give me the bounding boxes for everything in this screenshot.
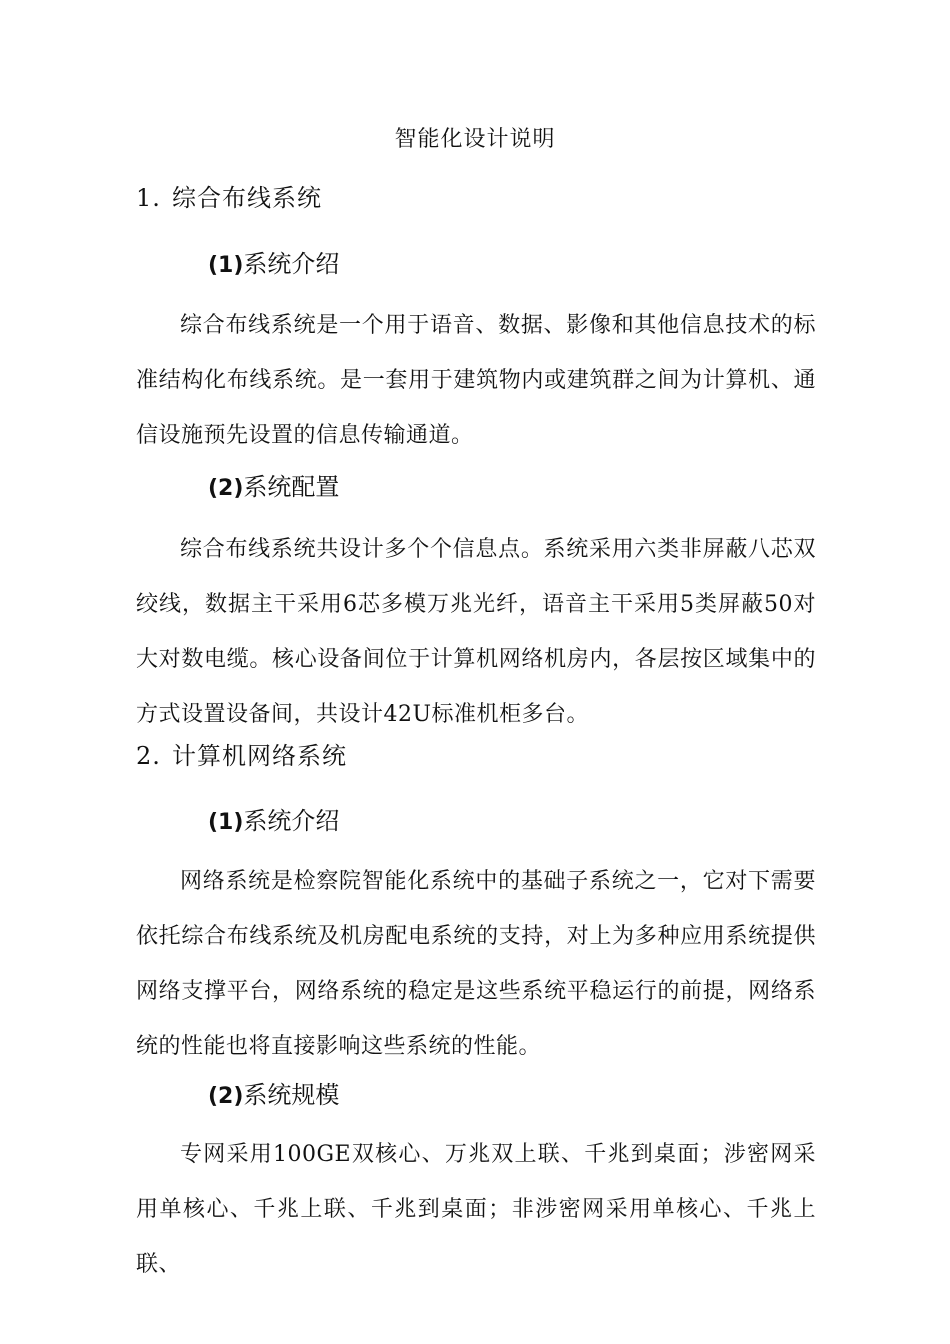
paragraph-1-1: 综合布线系统是一个用于语音、数据、影像和其他信息技术的标准结构化布线系统。是一套用于建筑物内或建筑群之间为计算机、通信设施预先设置的信息传输通道。 bbox=[136, 313, 816, 448]
subsection-title: 系统介绍 bbox=[243, 250, 340, 278]
section-heading-2 bbox=[136, 736, 347, 776]
subsection-title: 系统配置 bbox=[243, 473, 340, 501]
subsection-heading-1-1 bbox=[208, 244, 339, 286]
subsection-number: (2) bbox=[208, 1084, 244, 1109]
section-title: 综合布线系统 bbox=[172, 184, 322, 212]
subsection-title: 系统介绍 bbox=[243, 807, 340, 835]
paragraph-1-2: 综合布线系统共设计多个个信息点。系统采用六类非屏蔽八芯双绞线，数据主干采用6芯多模万兆光纤，语音主干采用5类屏蔽50对大对数电缆。核心设备间位于计算机网络机房内，各层按区域集中的方式设置设备间，共设计42U标准机柜多台。 bbox=[136, 537, 816, 727]
section-title: 计算机网络系统 bbox=[172, 742, 347, 770]
subsection-heading-2-1 bbox=[208, 801, 339, 843]
section-heading-1 bbox=[136, 178, 322, 218]
subsection-heading-2-2 bbox=[208, 1075, 339, 1117]
subsection-title: 系统规模 bbox=[243, 1081, 340, 1109]
subsection-number: (2) bbox=[208, 476, 244, 501]
paragraph-2-2: 专网采用100GE双核心、万兆双上联、千兆到桌面；涉密网采用单核心、千兆上联、千兆到桌面；非涉密网采用单核心、千兆上联、 bbox=[136, 1142, 816, 1277]
section-number: 1. bbox=[136, 184, 161, 212]
subsection-number: (1) bbox=[208, 810, 244, 835]
section-number: 2. bbox=[136, 742, 161, 770]
document-title: 智能化设计说明 bbox=[394, 127, 556, 152]
subsection-number: (1) bbox=[208, 253, 244, 278]
paragraph-2-1: 网络系统是检察院智能化系统中的基础子系统之一，它对下需要依托综合布线系统及机房配电系统的支持，对上为多种应用系统提供网络支撑平台，网络系统的稳定是这些系统平稳运行的前提，网络系统的性能也将直接影响这些系统的性能。 bbox=[136, 869, 816, 1059]
subsection-heading-1-2 bbox=[208, 467, 339, 509]
